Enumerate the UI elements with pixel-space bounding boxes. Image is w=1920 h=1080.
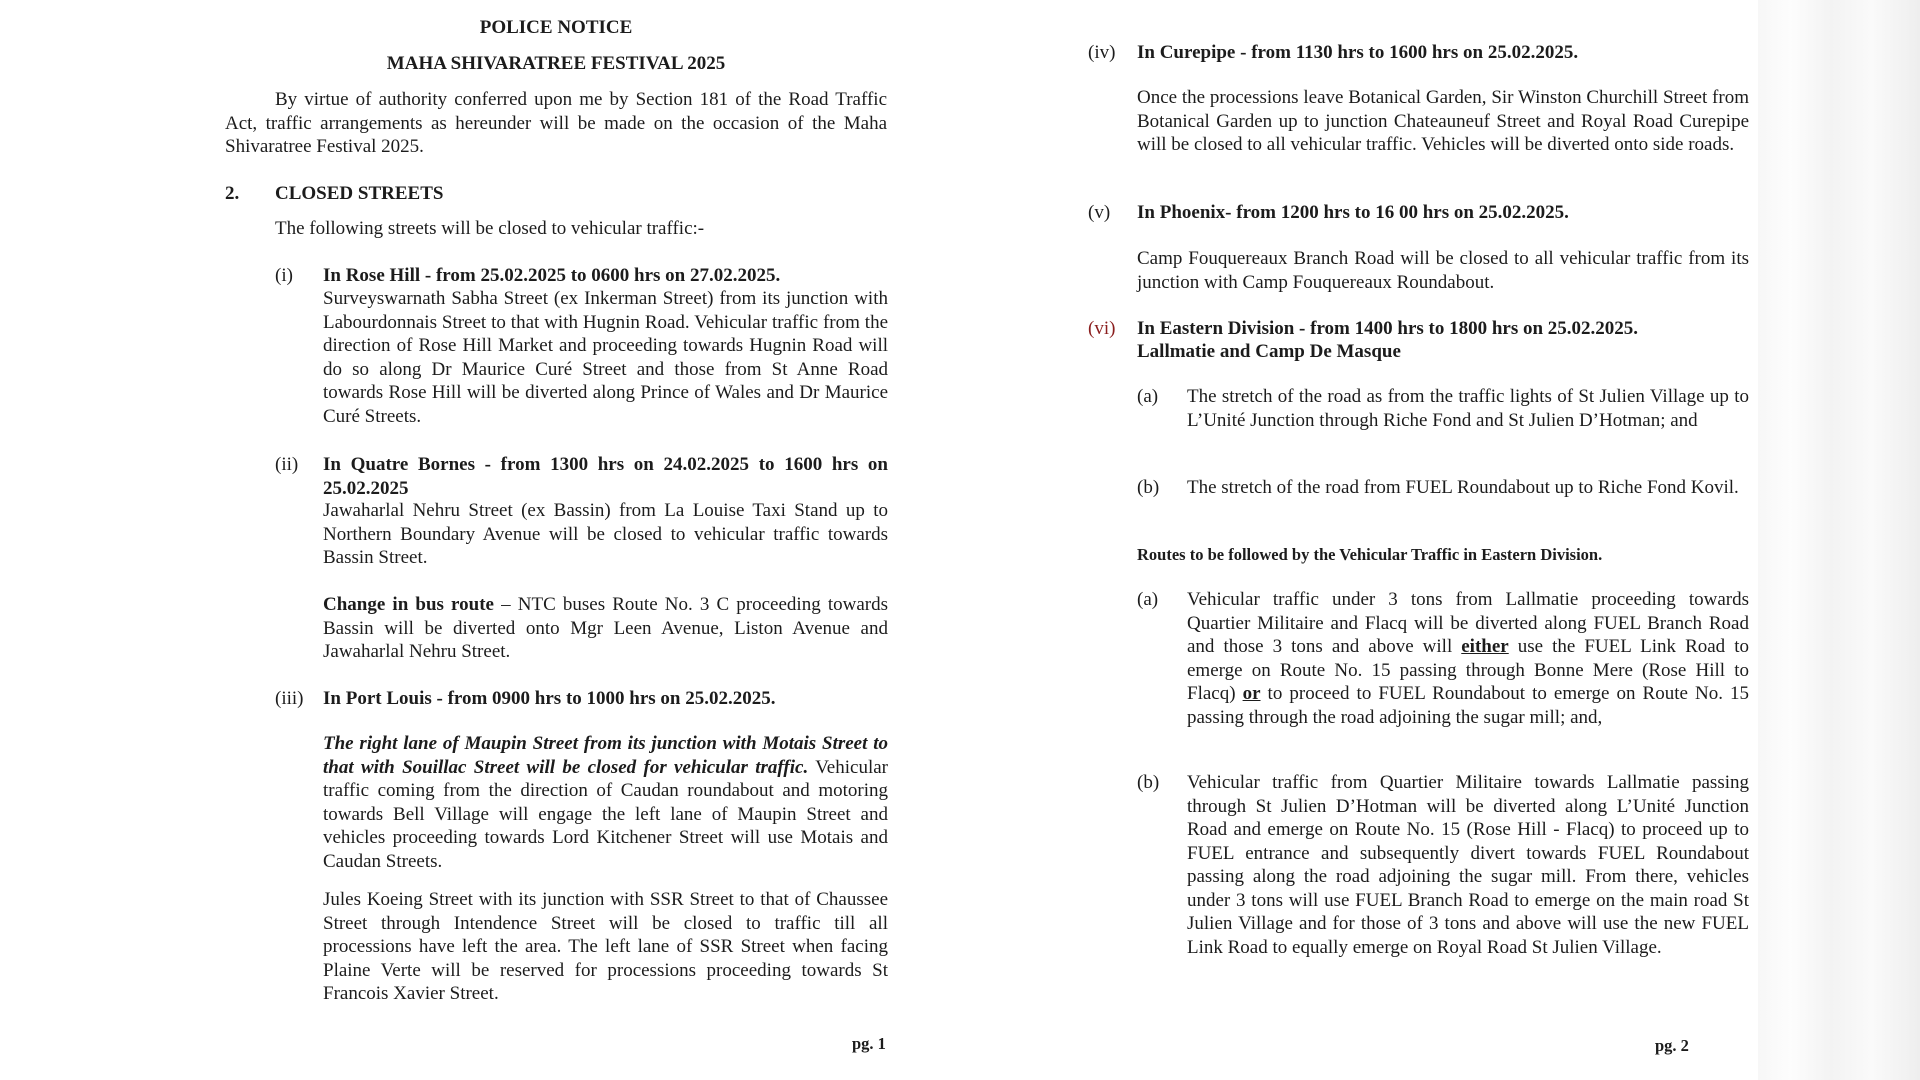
item-i-body: Surveyswarnath Sabha Street (ex Inkerman Street) from its junction with Labourdonnais Street to that with Hugnin Road. Vehicular traffic from the direction of Rose Hill Market and proceeding towards Hugnin Road will do so along Dr Maurice Curé Street and those from St Anne Road towards Rose Hill will be diverted along Prince of Wales and Dr Maurice Curé Streets. [323,288,888,427]
item-i-heading: In Rose Hill - from 25.02.2025 to 0600 hrs on 27.02.2025. [323,265,781,286]
route-a-text [1187,588,1749,729]
page-number-1: pg. 1 [852,1034,886,1053]
item-iii-heading: In Port Louis - from 0900 hrs to 1000 hrs on 25.02.2025. [323,688,776,709]
section-number: 2. [225,183,240,204]
item-iii-body [323,732,888,873]
item-iv-heading: In Curepipe - from 1130 hrs to 1600 hrs on 25.02.2025. [1137,42,1579,63]
route-a-either: either [1461,636,1509,657]
bus-route-paragraph [323,593,888,664]
item-iii-number: (iii) [275,688,304,709]
item-v-heading: In Phoenix- from 1200 hrs to 16 00 hrs on 25.02.2025. [1137,202,1569,223]
page-number-2: pg. 2 [1655,1036,1689,1055]
item-ii-heading: In Quatre Bornes - from 1300 hrs on 24.02.2025 to 1600 hrs on 25.02.2025 [323,454,888,499]
item-vi-b-text: The stretch of the road from FUEL Roundabout up to Riche Fond Kovil. [1187,477,1739,498]
item-vi-heading-2: Lallmatie and Camp De Masque [1137,341,1401,362]
route-a-part-1: Vehicular traffic under 3 tons from Lallmatie proceeding towards Quartier Militaire and Flacq will be diverted along FUEL Branch Road and those 3 tons and above will [1187,589,1749,657]
route-a-part-2: use the FUEL Link Road to emerge on Route No. 15 passing through Bonne Mere (Rose Hill to Flacq) [1187,636,1749,704]
item-vi-number: (vi) [1088,318,1116,339]
routes-heading: Routes to be followed by the Vehicular Traffic in Eastern Division. [1137,545,1603,564]
item-vi-b-label: (b) [1137,477,1160,498]
notice-title: POLICE NOTICE [479,17,633,38]
section-lead: The following streets will be closed to vehicular traffic:- [275,218,705,239]
item-iii-italic-text: The right lane of Maupin Street from its junction with Motais Street to that with Souillac Street will be closed for vehicular traffic. [323,733,888,778]
section-title: CLOSED STREETS [275,183,444,204]
festival-title: MAHA SHIVARATREE FESTIVAL 2025 [386,53,726,74]
intro-paragraph: By virtue of authority conferred upon me by Section 181 of the Road Traffic Act, traffic arrangements as hereunder will be made on the occasion of the Maha Shivaratree Festival 2025. [225,89,887,157]
item-ii-number: (ii) [275,454,299,475]
route-a-part-3: to proceed to FUEL Roundabout to emerge on Route No. 15 passing through the road adjoining the sugar mill; and, [1187,683,1749,728]
item-vi-heading: In Eastern Division - from 1400 hrs to 1800 hrs on 25.02.2025. [1137,318,1639,339]
route-a-or: or [1242,683,1261,704]
item-iv-body: Once the processions leave Botanical Garden, Sir Winston Churchill Street from Botanical Garden up to junction Chateauneuf Street and Royal Road Curepipe will be closed to all vehicular traffic. Vehicles will be diverted onto side roads. [1137,87,1749,155]
route-b-text: Vehicular traffic from Quartier Militaire towards Lallmatie passing through St Julien D’Hotman will be diverted along L’Unité Junction Road and emerge on Route No. 15 (Rose Hill - Flacq) to proceed up to FUEL entrance and subsequently divert towards FUEL Roundabout passing along the road adjoining the sugar mill. From there, vehicles under 3 tons will use FUEL Branch Road to emerge on the main road St Julien Village and for those of 3 tons and above will use the new FUEL Link Road to equally emerge on Royal Road St Julien Village. [1187,772,1749,958]
notice-page-2 [1060,0,1760,1080]
bus-route-text: – NTC buses Route No. 3 C proceeding towards Bassin will be diverted onto Mgr Leen Avenue, Liston Avenue and Jawaharlal Nehru Street. [323,594,888,662]
item-vi-a-text: The stretch of the road as from the traffic lights of St Julien Village up to L’Unité Junction through Riche Fond and St Julien D’Hotman; and [1187,386,1749,431]
route-a-label: (a) [1137,589,1159,610]
item-iv-number: (iv) [1088,42,1116,63]
bus-route-label: Change in bus route [323,594,494,615]
item-v-body: Camp Fouquereaux Branch Road will be closed to all vehicular traffic from its junction with Camp Fouquereaux Roundabout. [1137,248,1749,293]
item-i-number: (i) [275,265,293,286]
item-v-number: (v) [1088,202,1111,223]
route-b-label: (b) [1137,772,1160,793]
item-iii-body-text: Vehicular traffic coming from the direction of Caudan roundabout and motoring towards Bell Village will engage the left lane of Maupin Street and vehicles proceeding towards Lord Kitchener Street will use Motais and Caudan Streets. [323,756,888,872]
page-margin-shadow [1758,0,1920,1080]
item-iii-body-2: Jules Koeing Street with its junction with SSR Street to that of Chaussee Street through Intendence Street will be closed to traffic till all processions have left the area. The left lane of SSR Street when facing Plaine Verte will be reserved for processions proceeding towards St Francois Xavier Street. [323,889,888,1004]
item-ii-body: Jawaharlal Nehru Street (ex Bassin) from La Louise Taxi Stand up to Northern Boundary Avenue will be closed to vehicular traffic towards Bassin Street. [323,500,888,568]
item-vi-a-label: (a) [1137,386,1159,407]
notice-page-1 [0,0,900,1080]
